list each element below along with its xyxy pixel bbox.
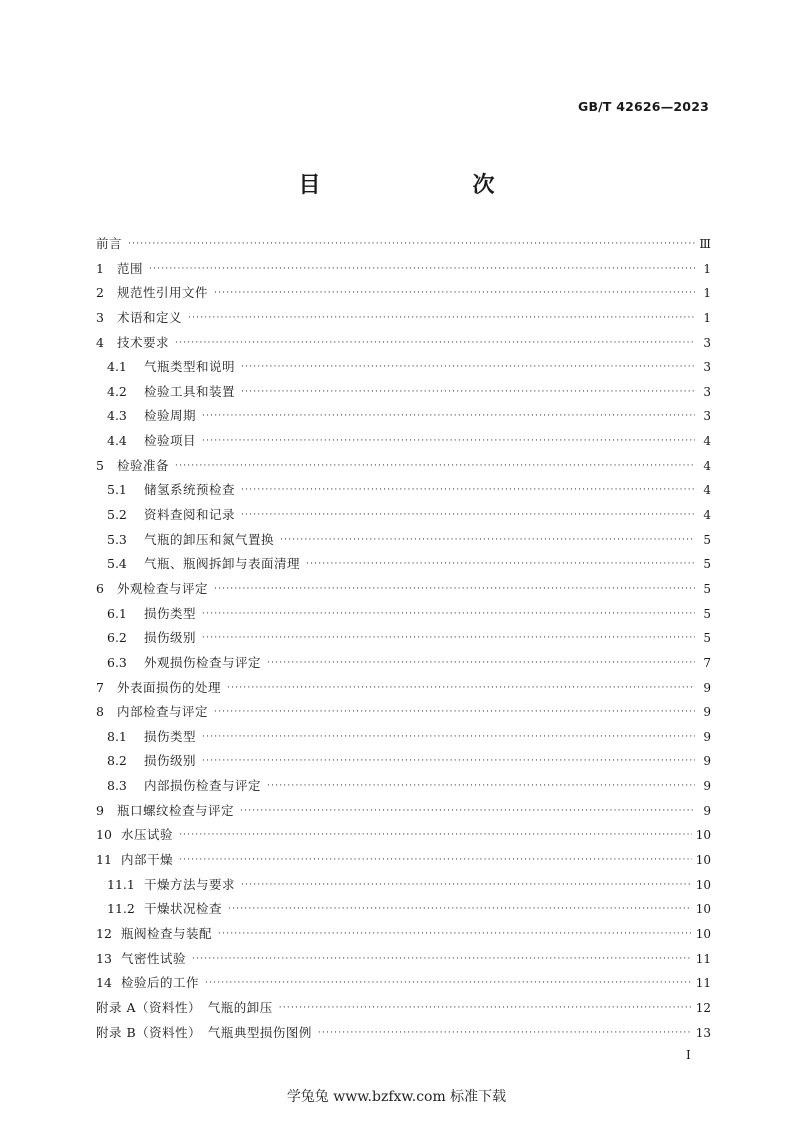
toc-entry-page: 12 [695, 1000, 711, 1015]
toc-entry-number: 11 [96, 852, 112, 868]
toc-entry-title: 内部干燥 [121, 852, 174, 868]
toc-entry-number: 7 [96, 679, 104, 695]
toc-entry-page: 9 [703, 779, 711, 794]
toc-entry-page: 5 [703, 631, 711, 646]
dot-leader [280, 528, 695, 553]
dot-leader [205, 971, 692, 996]
toc-entry[interactable] [96, 823, 711, 848]
toc-entry-page: 10 [695, 926, 711, 941]
dot-leader [214, 577, 695, 602]
toc-entry-number: 4.2 [107, 383, 127, 399]
toc-entry[interactable] [96, 257, 711, 282]
toc-entry[interactable] [96, 651, 711, 676]
toc-entry-title: 损伤级别 [144, 753, 197, 769]
toc-entry-title: 内部损伤检查与评定 [144, 778, 262, 794]
dot-leader [228, 897, 692, 922]
toc-entry[interactable] [96, 873, 711, 898]
standard-number: GB/T 42626—2023 [577, 99, 709, 114]
toc-entry-page: 5 [703, 581, 711, 596]
dot-leader [192, 947, 692, 972]
dot-leader [179, 848, 692, 873]
dot-leader [214, 700, 695, 725]
dot-leader [306, 552, 695, 577]
toc-entry-number: 5.1 [107, 482, 127, 498]
toc-entry-number: 5.2 [107, 507, 127, 523]
dot-leader [202, 749, 695, 774]
dot-leader [179, 823, 692, 848]
dot-leader [175, 331, 695, 356]
toc-entry-number: 2 [96, 285, 104, 301]
toc-entry-title: 资料查阅和记录 [144, 507, 236, 523]
toc-entry-page: 1 [703, 286, 711, 301]
dot-leader [241, 478, 695, 503]
toc-entry-number: 4 [96, 334, 104, 350]
toc-entry-title: 损伤级别 [144, 630, 197, 646]
toc-entry-title: 检验后的工作 [121, 975, 200, 991]
toc-entry[interactable] [96, 626, 711, 651]
toc-entry-title: 气密性试验 [121, 950, 187, 966]
toc-entry-page: 5 [703, 557, 711, 572]
toc-entry-title: 水压试验 [121, 827, 174, 843]
dot-leader [241, 380, 695, 405]
toc-entry[interactable] [96, 503, 711, 528]
toc-entry-number: 5 [96, 457, 104, 473]
toc-entry-number: 6.3 [107, 654, 127, 670]
toc-entry[interactable] [96, 404, 711, 429]
toc-entry-page: 3 [703, 335, 711, 350]
toc-entry[interactable] [96, 971, 711, 996]
toc-entry[interactable] [96, 676, 711, 701]
toc-entry-page: 13 [695, 1025, 711, 1040]
dot-leader [240, 799, 695, 824]
toc-entry-title: 附录 B（资料性） 气瓶典型损伤图例 [96, 1024, 312, 1040]
toc-entry[interactable] [96, 331, 711, 356]
dot-leader [214, 281, 695, 306]
toc-entry-page: 9 [703, 680, 711, 695]
toc-entry[interactable] [96, 996, 711, 1021]
toc-entry-page: Ⅲ [699, 237, 711, 251]
toc-entry-page: 1 [703, 261, 711, 276]
toc-entry-number: 4.4 [107, 433, 127, 449]
dot-leader [202, 725, 695, 750]
dot-leader [241, 355, 695, 380]
toc-entry[interactable] [96, 602, 711, 627]
dot-leader [202, 626, 695, 651]
toc-entry-title: 规范性引用文件 [117, 285, 209, 301]
toc-entry-title: 范围 [117, 260, 144, 276]
toc-entry[interactable] [96, 725, 711, 750]
toc-entry[interactable] [96, 1021, 711, 1046]
dot-leader [241, 503, 695, 528]
toc-entry-number: 14 [96, 975, 112, 991]
toc-entry[interactable] [96, 528, 711, 553]
page-number: I [686, 1048, 691, 1062]
dot-leader [218, 922, 692, 947]
table-of-contents [96, 232, 711, 1045]
toc-entry-page: 1 [703, 310, 711, 325]
toc-entry-page: 9 [703, 754, 711, 769]
toc-entry-number: 6.2 [107, 630, 127, 646]
dot-leader [188, 306, 695, 331]
toc-entry-title: 损伤类型 [144, 728, 197, 744]
toc-entry[interactable] [96, 552, 711, 577]
toc-entry-page: 10 [695, 828, 711, 843]
toc-entry[interactable] [96, 577, 711, 602]
dot-leader [267, 651, 695, 676]
dot-leader [241, 873, 692, 898]
toc-entry-page: 5 [703, 532, 711, 547]
toc-entry-number: 4.1 [107, 359, 127, 375]
toc-entry-title: 外观检查与评定 [117, 580, 209, 596]
toc-entry[interactable] [96, 922, 711, 947]
toc-entry-page: 5 [703, 606, 711, 621]
toc-entry-title: 气瓶类型和说明 [144, 359, 236, 375]
toc-entry-page: 3 [703, 384, 711, 399]
toc-entry-page: 9 [703, 705, 711, 720]
toc-entry-page: 4 [703, 458, 711, 473]
toc-entry[interactable] [96, 700, 711, 725]
toc-entry[interactable] [96, 454, 711, 479]
toc-entry-number: 5.3 [107, 531, 127, 547]
toc-entry-title: 附录 A（资料性） 气瓶的卸压 [96, 999, 273, 1015]
dot-leader [202, 429, 695, 454]
toc-entry-number: 10 [96, 827, 112, 843]
dot-leader [318, 1021, 692, 1046]
toc-entry-number: 9 [96, 802, 104, 818]
toc-entry-title: 检验周期 [144, 408, 197, 424]
toc-entry-number: 4.3 [107, 408, 127, 424]
toc-entry-page: 4 [703, 483, 711, 498]
dot-leader [267, 774, 695, 799]
watermark-text: 学兔兔 www.bzfxw.com 标准下载 [286, 1089, 507, 1105]
toc-entry-title: 检验准备 [117, 457, 170, 473]
toc-entry-title: 外表面损伤的处理 [117, 679, 222, 695]
dot-leader [128, 232, 695, 257]
toc-entry-title: 技术要求 [117, 334, 170, 350]
dot-leader [279, 996, 692, 1021]
toc-entry-title: 术语和定义 [117, 309, 183, 325]
toc-entry-title: 干燥方法与要求 [144, 876, 236, 892]
toc-entry-title: 瓶阀检查与装配 [121, 925, 213, 941]
page-title: 目 次 [298, 173, 531, 198]
toc-entry-title: 外观损伤检查与评定 [144, 654, 262, 670]
toc-entry[interactable] [96, 897, 711, 922]
toc-entry[interactable] [96, 281, 711, 306]
toc-entry-page: 10 [695, 853, 711, 868]
toc-entry-page: 3 [703, 360, 711, 375]
toc-entry-title: 检验项目 [144, 433, 197, 449]
toc-entry-number: 12 [96, 925, 112, 941]
toc-entry-page: 9 [703, 729, 711, 744]
toc-entry-number: 6.1 [107, 605, 127, 621]
toc-entry-number: 13 [96, 950, 112, 966]
toc-entry-number: 8.2 [107, 753, 127, 769]
toc-entry[interactable] [96, 774, 711, 799]
toc-entry-page: 3 [703, 409, 711, 424]
toc-entry[interactable] [96, 380, 711, 405]
dot-leader [175, 454, 695, 479]
dot-leader [202, 404, 695, 429]
toc-entry-page: 10 [695, 877, 711, 892]
toc-entry-number: 5.4 [107, 556, 127, 572]
toc-entry-title: 瓶口螺纹检查与评定 [117, 802, 235, 818]
toc-entry-title: 气瓶的卸压和氮气置换 [144, 531, 275, 547]
toc-entry-number: 8 [96, 704, 104, 720]
toc-entry-title: 干燥状况检查 [144, 901, 223, 917]
toc-entry-page: 11 [695, 976, 711, 991]
toc-entry[interactable] [96, 848, 711, 873]
toc-entry-page: 11 [695, 951, 711, 966]
toc-entry-page: 10 [695, 902, 711, 917]
toc-entry-number: 8.1 [107, 728, 127, 744]
toc-entry[interactable] [96, 749, 711, 774]
toc-entry[interactable] [96, 947, 711, 972]
toc-entry[interactable] [96, 232, 711, 257]
dot-leader [149, 257, 695, 282]
toc-entry-number: 11.2 [107, 901, 135, 917]
toc-entry-number: 3 [96, 309, 104, 325]
toc-entry-number: 11.1 [107, 876, 135, 892]
dot-leader [202, 602, 695, 627]
toc-entry-title: 损伤类型 [144, 605, 197, 621]
toc-entry-title: 内部检查与评定 [117, 704, 209, 720]
toc-entry-number: 8.3 [107, 778, 127, 794]
toc-entry-number: 6 [96, 580, 104, 596]
toc-entry[interactable] [96, 429, 711, 454]
toc-entry-page: 4 [703, 434, 711, 449]
toc-entry[interactable] [96, 355, 711, 380]
toc-entry-page: 4 [703, 508, 711, 523]
toc-entry[interactable] [96, 478, 711, 503]
toc-entry[interactable] [96, 306, 711, 331]
dot-leader [227, 676, 695, 701]
toc-entry-title: 前言 [96, 236, 123, 251]
toc-entry[interactable] [96, 799, 711, 824]
toc-entry-number: 1 [96, 260, 104, 276]
toc-entry-page: 9 [703, 803, 711, 818]
toc-entry-page: 7 [703, 655, 711, 670]
toc-entry-title: 气瓶、瓶阀拆卸与表面清理 [144, 556, 301, 572]
toc-entry-title: 储氢系统预检查 [144, 482, 236, 498]
toc-entry-title: 检验工具和装置 [144, 383, 236, 399]
